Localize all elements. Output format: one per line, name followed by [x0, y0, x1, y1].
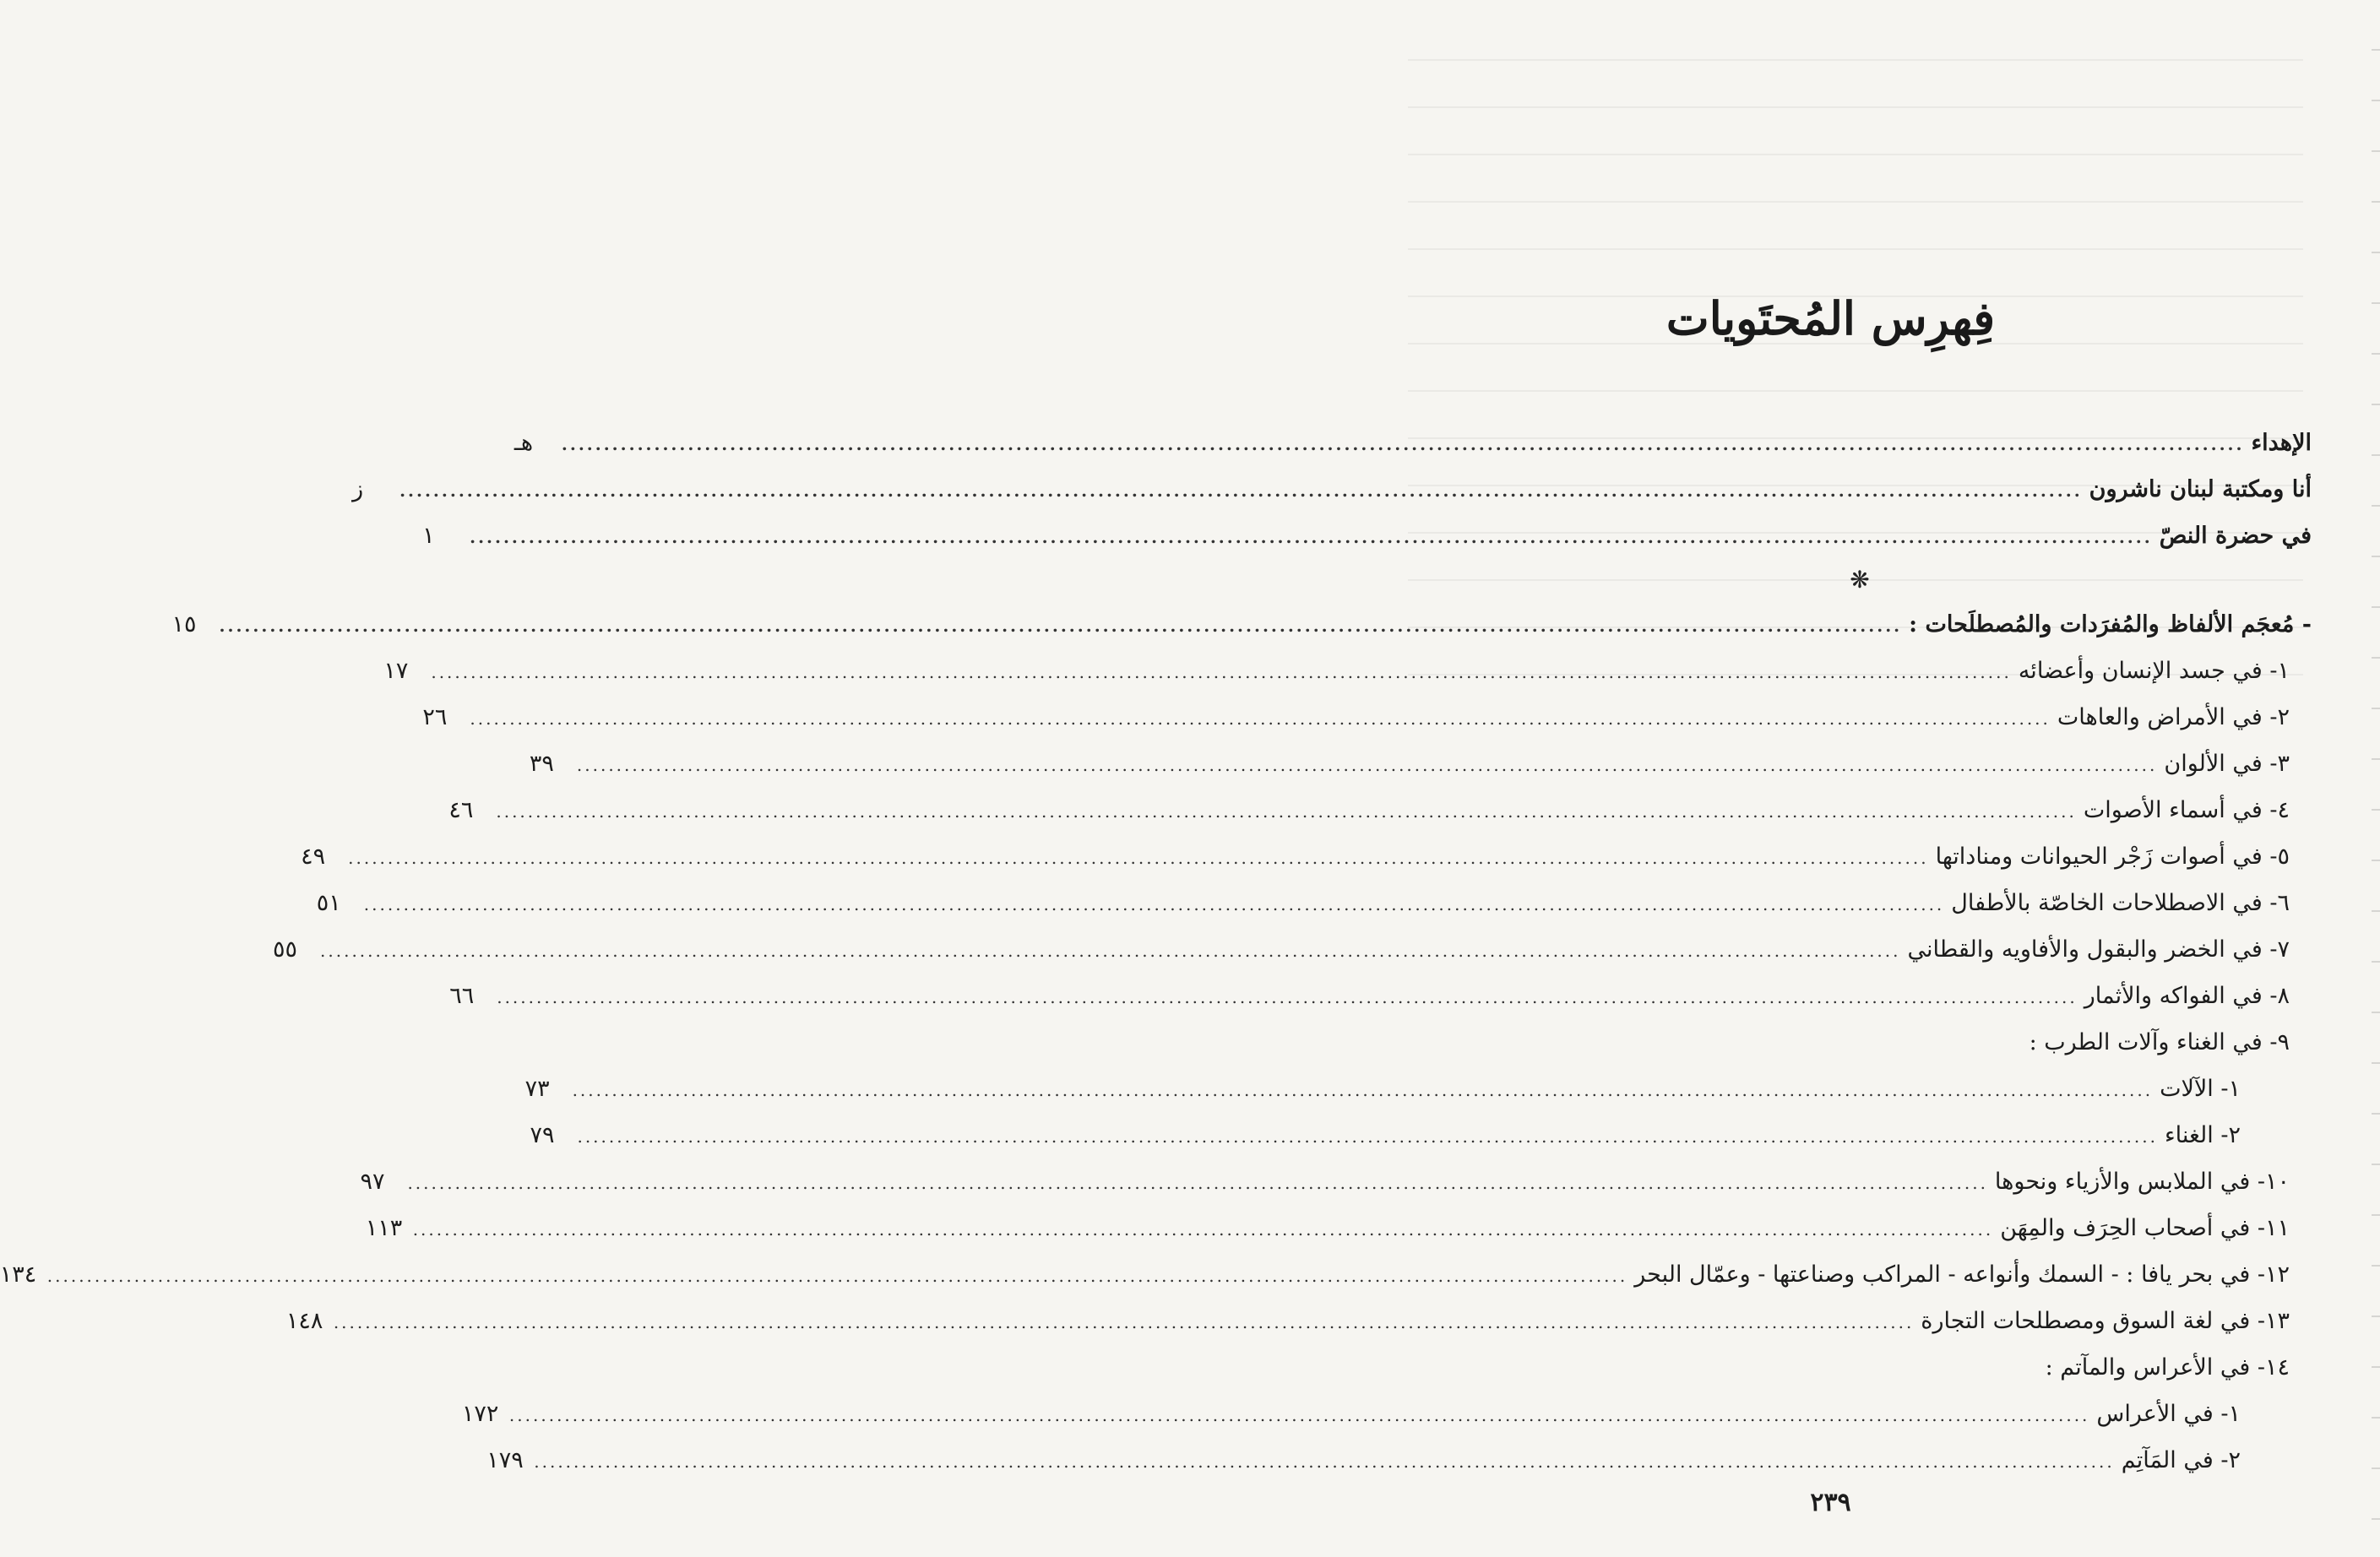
leader-dots: ........................................................................................................................................................................................................ — [407, 1173, 1988, 1193]
toc-entry-label: ٢- في الأمراض والعاهات — [2057, 704, 2290, 730]
asterism-separator: ❋ — [1850, 566, 1870, 594]
toc-entry[interactable] — [486, 1437, 2312, 1484]
toc-entry[interactable] — [0, 1251, 2312, 1298]
leader-dots: ........................................................................................................................................................................................................ — [497, 987, 2078, 1007]
toc-entry-page: ٥٥ — [273, 936, 298, 963]
table-of-contents — [0, 420, 2312, 1484]
leader-dots: ........................................................................................................................................................................................................ — [576, 755, 2158, 775]
toc-entry-label: ٥- في أصوات زَجْر الحيوانات ومناداتها — [1935, 844, 2290, 870]
toc-entry[interactable] — [365, 1205, 2312, 1251]
toc-entry[interactable] — [530, 1112, 2312, 1158]
toc-entry-page: ١٤٨ — [285, 1308, 323, 1334]
toc-entry[interactable] — [449, 973, 2312, 1019]
toc-entry-label: ١- في الأعراس — [2096, 1401, 2241, 1427]
leader-dots: ........................................................................................................................................................................................................ — [333, 1312, 1915, 1332]
leader-dots: ........................................................................................................................................................................................................ — [561, 434, 2245, 454]
toc-entry-label: الإهداء — [2251, 430, 2312, 456]
toc-entry-page: ١٧٢ — [461, 1401, 499, 1427]
toc-entry[interactable] — [316, 880, 2312, 926]
toc-entry[interactable] — [301, 833, 2312, 880]
leader-dots: ........................................................................................................................................................................................................ — [412, 1219, 1994, 1240]
leader-dots: ........................................................................................................................................................................................................ — [508, 1405, 2090, 1425]
toc-entry-label: ١- الآلات — [2160, 1076, 2241, 1102]
toc-entry[interactable] — [1408, 1344, 2312, 1391]
toc-entry-page: ١٥ — [171, 611, 197, 637]
toc-entry-page: ٩٧ — [360, 1169, 385, 1195]
leader-dots: ........................................................................................................................................................................................................ — [577, 1126, 2158, 1147]
toc-entry[interactable] — [285, 1298, 2312, 1344]
toc-entry-page: ٥١ — [316, 890, 341, 916]
toc-entry-introduction[interactable] — [422, 513, 2312, 559]
leader-dots: ........................................................................................................................................................................................................ — [219, 616, 1903, 636]
toc-entry-page: ٤٩ — [301, 844, 326, 870]
toc-entry-page: هـ — [513, 430, 534, 456]
toc-entry-page: ٤٦ — [448, 797, 474, 823]
toc-entry[interactable] — [360, 1158, 2312, 1205]
toc-entry-label: ١١- في أصحاب الحِرَف والمِهَن — [2000, 1215, 2290, 1241]
toc-entry-label: ١- في جسد الإنسان وأعضائه — [2018, 658, 2290, 684]
toc-entry-label: في حضرة النصّ — [2159, 523, 2312, 549]
toc-entry-label: ٧- في الخضر والبقول والأفاويه والقطاني — [1907, 936, 2290, 963]
toc-entry-label: ٩- في الغناء وآلات الطرب : — [2029, 1029, 2290, 1055]
toc-entry[interactable] — [273, 926, 2312, 973]
toc-entry-page: ز — [352, 476, 364, 502]
leader-dots: ........................................................................................................................................................................................................ — [320, 941, 1901, 961]
toc-entry[interactable] — [524, 1066, 2312, 1112]
scan-edge — [2372, 0, 2380, 1557]
toc-entry-publisher[interactable] — [352, 466, 2312, 513]
toc-entry-page: ٧٣ — [524, 1076, 550, 1102]
toc-entry-page: ٣٩ — [529, 751, 554, 777]
leader-dots: ........................................................................................................................................................................................................ — [496, 801, 2077, 822]
toc-entry[interactable] — [461, 1391, 2312, 1437]
toc-entry-label: ١٣- في لغة السوق ومصطلحات التجارة — [1921, 1308, 2290, 1334]
leader-dots: ........................................................................................................................................................................................................ — [46, 1266, 1628, 1286]
toc-entry-label: ٣- في الألوان — [2164, 751, 2290, 777]
leader-dots: ........................................................................................................................................................................................................ — [470, 527, 2153, 547]
toc-entry[interactable] — [1408, 1019, 2312, 1066]
page-title: فِهرِس المُحتَويات — [1665, 291, 1996, 345]
toc-entry-page: ٦٦ — [449, 983, 475, 1009]
toc-entry-list — [0, 648, 2312, 1484]
leader-dots: ........................................................................................................................................................................................................ — [363, 894, 1945, 914]
toc-entry-label: أنا ومكتبة لبنان ناشرون — [2089, 476, 2312, 502]
toc-entry-page: ٧٩ — [530, 1122, 555, 1148]
toc-entry-label: ٨- في الفواكه والأثمار — [2084, 983, 2290, 1009]
toc-entry-page: ١٧ — [383, 658, 409, 684]
leader-dots: ........................................................................................................................................................................................................ — [399, 480, 2083, 501]
toc-section-lexicon[interactable] — [171, 601, 2312, 648]
toc-entry-label: - مُعجَم الألفاظ والمُفرَدات والمُصطلَحات : — [1909, 611, 2312, 637]
leader-dots: ........................................................................................................................................................................................................ — [348, 848, 1929, 868]
toc-entry-label: ٦- في الاصطلاحات الخاصّة بالأطفال — [1951, 890, 2290, 916]
toc-entry-label: ٢- في المَآتِم — [2121, 1447, 2241, 1473]
leader-dots: ........................................................................................................................................................................................................ — [572, 1080, 2154, 1100]
toc-entry[interactable] — [529, 741, 2312, 787]
toc-entry-page: ١ — [422, 523, 435, 549]
leader-dots: ........................................................................................................................................................................................................ — [470, 708, 2051, 729]
page-number: ٢٣٩ — [1810, 1488, 1851, 1517]
toc-entry[interactable] — [422, 694, 2312, 741]
toc-entry-page: ١٧٩ — [486, 1447, 524, 1473]
leader-dots: ........................................................................................................................................................................................................ — [534, 1451, 2115, 1472]
toc-entry-page: ١٣٤ — [0, 1261, 37, 1288]
toc-entry-label: ١٢- في بحر يافا : - السمك وأنواعه - المراكب وصناعتها - وعمّال البحر — [1634, 1261, 2290, 1288]
toc-entry-label: ١٠- في الملابس والأزياء ونحوها — [1994, 1169, 2290, 1195]
toc-entry-dedication[interactable] — [513, 420, 2312, 466]
toc-entry-label: ٢- الغناء — [2164, 1122, 2241, 1148]
leader-dots: ........................................................................................................................................................................................................ — [431, 662, 2012, 682]
toc-entry[interactable] — [383, 648, 2312, 694]
toc-entry-page: ١١٣ — [365, 1215, 403, 1241]
toc-entry-label: ١٤- في الأعراس والمآتم : — [2045, 1354, 2290, 1381]
toc-entry[interactable] — [448, 787, 2312, 833]
toc-entry-page: ٢٦ — [422, 704, 448, 730]
toc-entry-label: ٤- في أسماء الأصوات — [2083, 797, 2290, 823]
